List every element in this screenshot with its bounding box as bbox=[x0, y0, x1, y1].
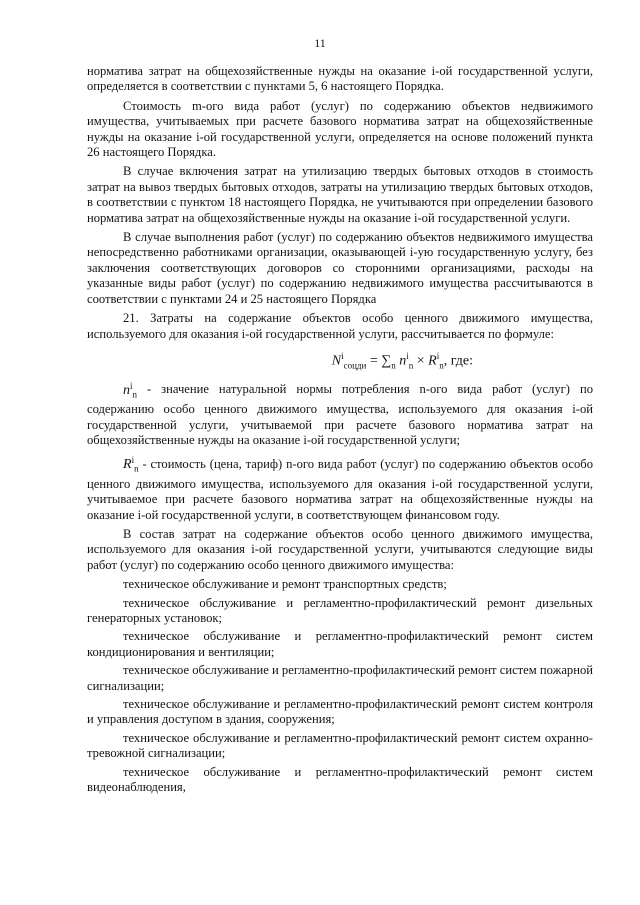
formula-term1: n bbox=[399, 353, 407, 369]
works-list bbox=[87, 577, 593, 795]
paragraph-composition-intro: В состав затрат на содержание объектов особо ценного движимого имущества, используемого для оказания i-ой государственной услуги, учитываются следующие виды работ (услуг) по содержанию особо ценного движимого имущества: bbox=[87, 527, 593, 572]
formula-lhs-sub: соцди bbox=[343, 360, 367, 371]
definition-r-sub: n bbox=[134, 463, 139, 474]
paragraph-waste-disposal: В случае включения затрат на утилизацию твердых бытовых отходов в стоимость затрат на вывоз твердых бытовых отходов, затраты на утилизацию твердых бытовых отходов, в соответствии с пунктом 18 настоящего Порядка, не учитываются при определении базового норматива затрат на общехозяйственные нужды на оказание i-ой государственной услуги. bbox=[87, 164, 593, 225]
list-item: техническое обслуживание и ремонт транспортных средств; bbox=[123, 577, 447, 592]
list-item: техническое обслуживание и регламентно-профилактический ремонт дизельных генераторных установок; bbox=[87, 595, 593, 626]
formula-sum-sign: = ∑ bbox=[369, 353, 392, 369]
formula-lhs-sup: i bbox=[341, 350, 344, 361]
paragraph-clause-21: 21. Затраты на содержание объектов особо ценного движимого имущества, используемого для оказания i-ой государственной услуги, рассчитывается по формуле: bbox=[87, 311, 593, 341]
definition-n-symbol: n bbox=[123, 382, 130, 398]
formula bbox=[87, 347, 473, 374]
formula-times: × bbox=[413, 353, 429, 369]
definition-r-symbol: R bbox=[123, 456, 132, 472]
list-item: техническое обслуживание и регламентно-профилактический ремонт систем контроля и управления доступом в здания, сооружения; bbox=[87, 697, 593, 727]
formula-suffix: , где: bbox=[443, 353, 473, 369]
definition-n-sup: i bbox=[130, 380, 133, 391]
definition-n-sub: n bbox=[132, 389, 138, 400]
formula-lhs: N bbox=[331, 353, 342, 369]
list-item: техническое обслуживание и регламентно-профилактический ремонт систем кондиционирования и вентиляции; bbox=[87, 629, 593, 659]
formula-term1-sup: i bbox=[406, 350, 409, 361]
list-item: техническое обслуживание и регламентно-профилактический ремонт систем охранно-тревожной сигнализации; bbox=[87, 730, 593, 761]
paragraph-continuation: норматива затрат на общехозяйственные нужды на оказание i-ой государственной услуги, определяется в соответствии с пунктами 5, 6 настоящего Порядка. bbox=[87, 64, 593, 94]
definition-r bbox=[87, 453, 593, 523]
formula-term2-sub: n bbox=[439, 360, 444, 371]
definition-n-text: - значение натуральной нормы потребления n-ого вида работ (услуг) по содержанию особо ценного движимого имущества, используемого для оказания i-ой государственной услуги, учитываемой при расчете базового норматива затрат на общехозяйственные нужды на оказание i-ой государственной услуги; bbox=[87, 382, 593, 448]
formula-term2-sup: i bbox=[436, 350, 440, 361]
document-body bbox=[87, 64, 593, 799]
paragraph-own-staff-works: В случае выполнения работ (услуг) по содержанию объектов недвижимого имущества непосредственно работниками организации, оказывающей i-ую государственную услугу, без заключения соответствующих договоров со сторонними организациями, расходы на указанные виды работ (услуг) по содержанию недвижимого имущества рассчитываются в соответствии с пунктами 24 и 25 настоящего Порядка bbox=[87, 230, 593, 306]
formula-sum-sub: n bbox=[391, 360, 396, 371]
definition-r-text: - стоимость (цена, тариф) n-ого вида работ (услуг) по содержанию объектов особо ценного движимого имущества, используемого для оказания i-ой государственной услуги, учитываемое при расчете базового норматива затрат на общехозяйственные нужды на оказание i-ой государственной услуги, в соответствующем финансовом году. bbox=[87, 456, 593, 522]
definition-n bbox=[87, 378, 593, 448]
list-item: техническое обслуживание и регламентно-профилактический ремонт систем пожарной сигнализации; bbox=[87, 663, 593, 693]
formula-term2: R bbox=[428, 353, 437, 369]
list-item: техническое обслуживание и регламентно-профилактический ремонт систем видеонаблюдения, bbox=[87, 764, 593, 795]
paragraph-real-estate-cost: Стоимость m-ого вида работ (услуг) по содержанию объектов недвижимого имущества, учитываемых при расчете базового норматива затрат на общехозяйственные нужды на оказание i-ой государственной услуги, определяется на основе положений пункта 26 настоящего Порядка. bbox=[87, 98, 593, 160]
formula-term1-sub: n bbox=[408, 360, 414, 371]
definition-r-sup: i bbox=[131, 454, 135, 465]
page-number: 11 bbox=[314, 36, 326, 50]
